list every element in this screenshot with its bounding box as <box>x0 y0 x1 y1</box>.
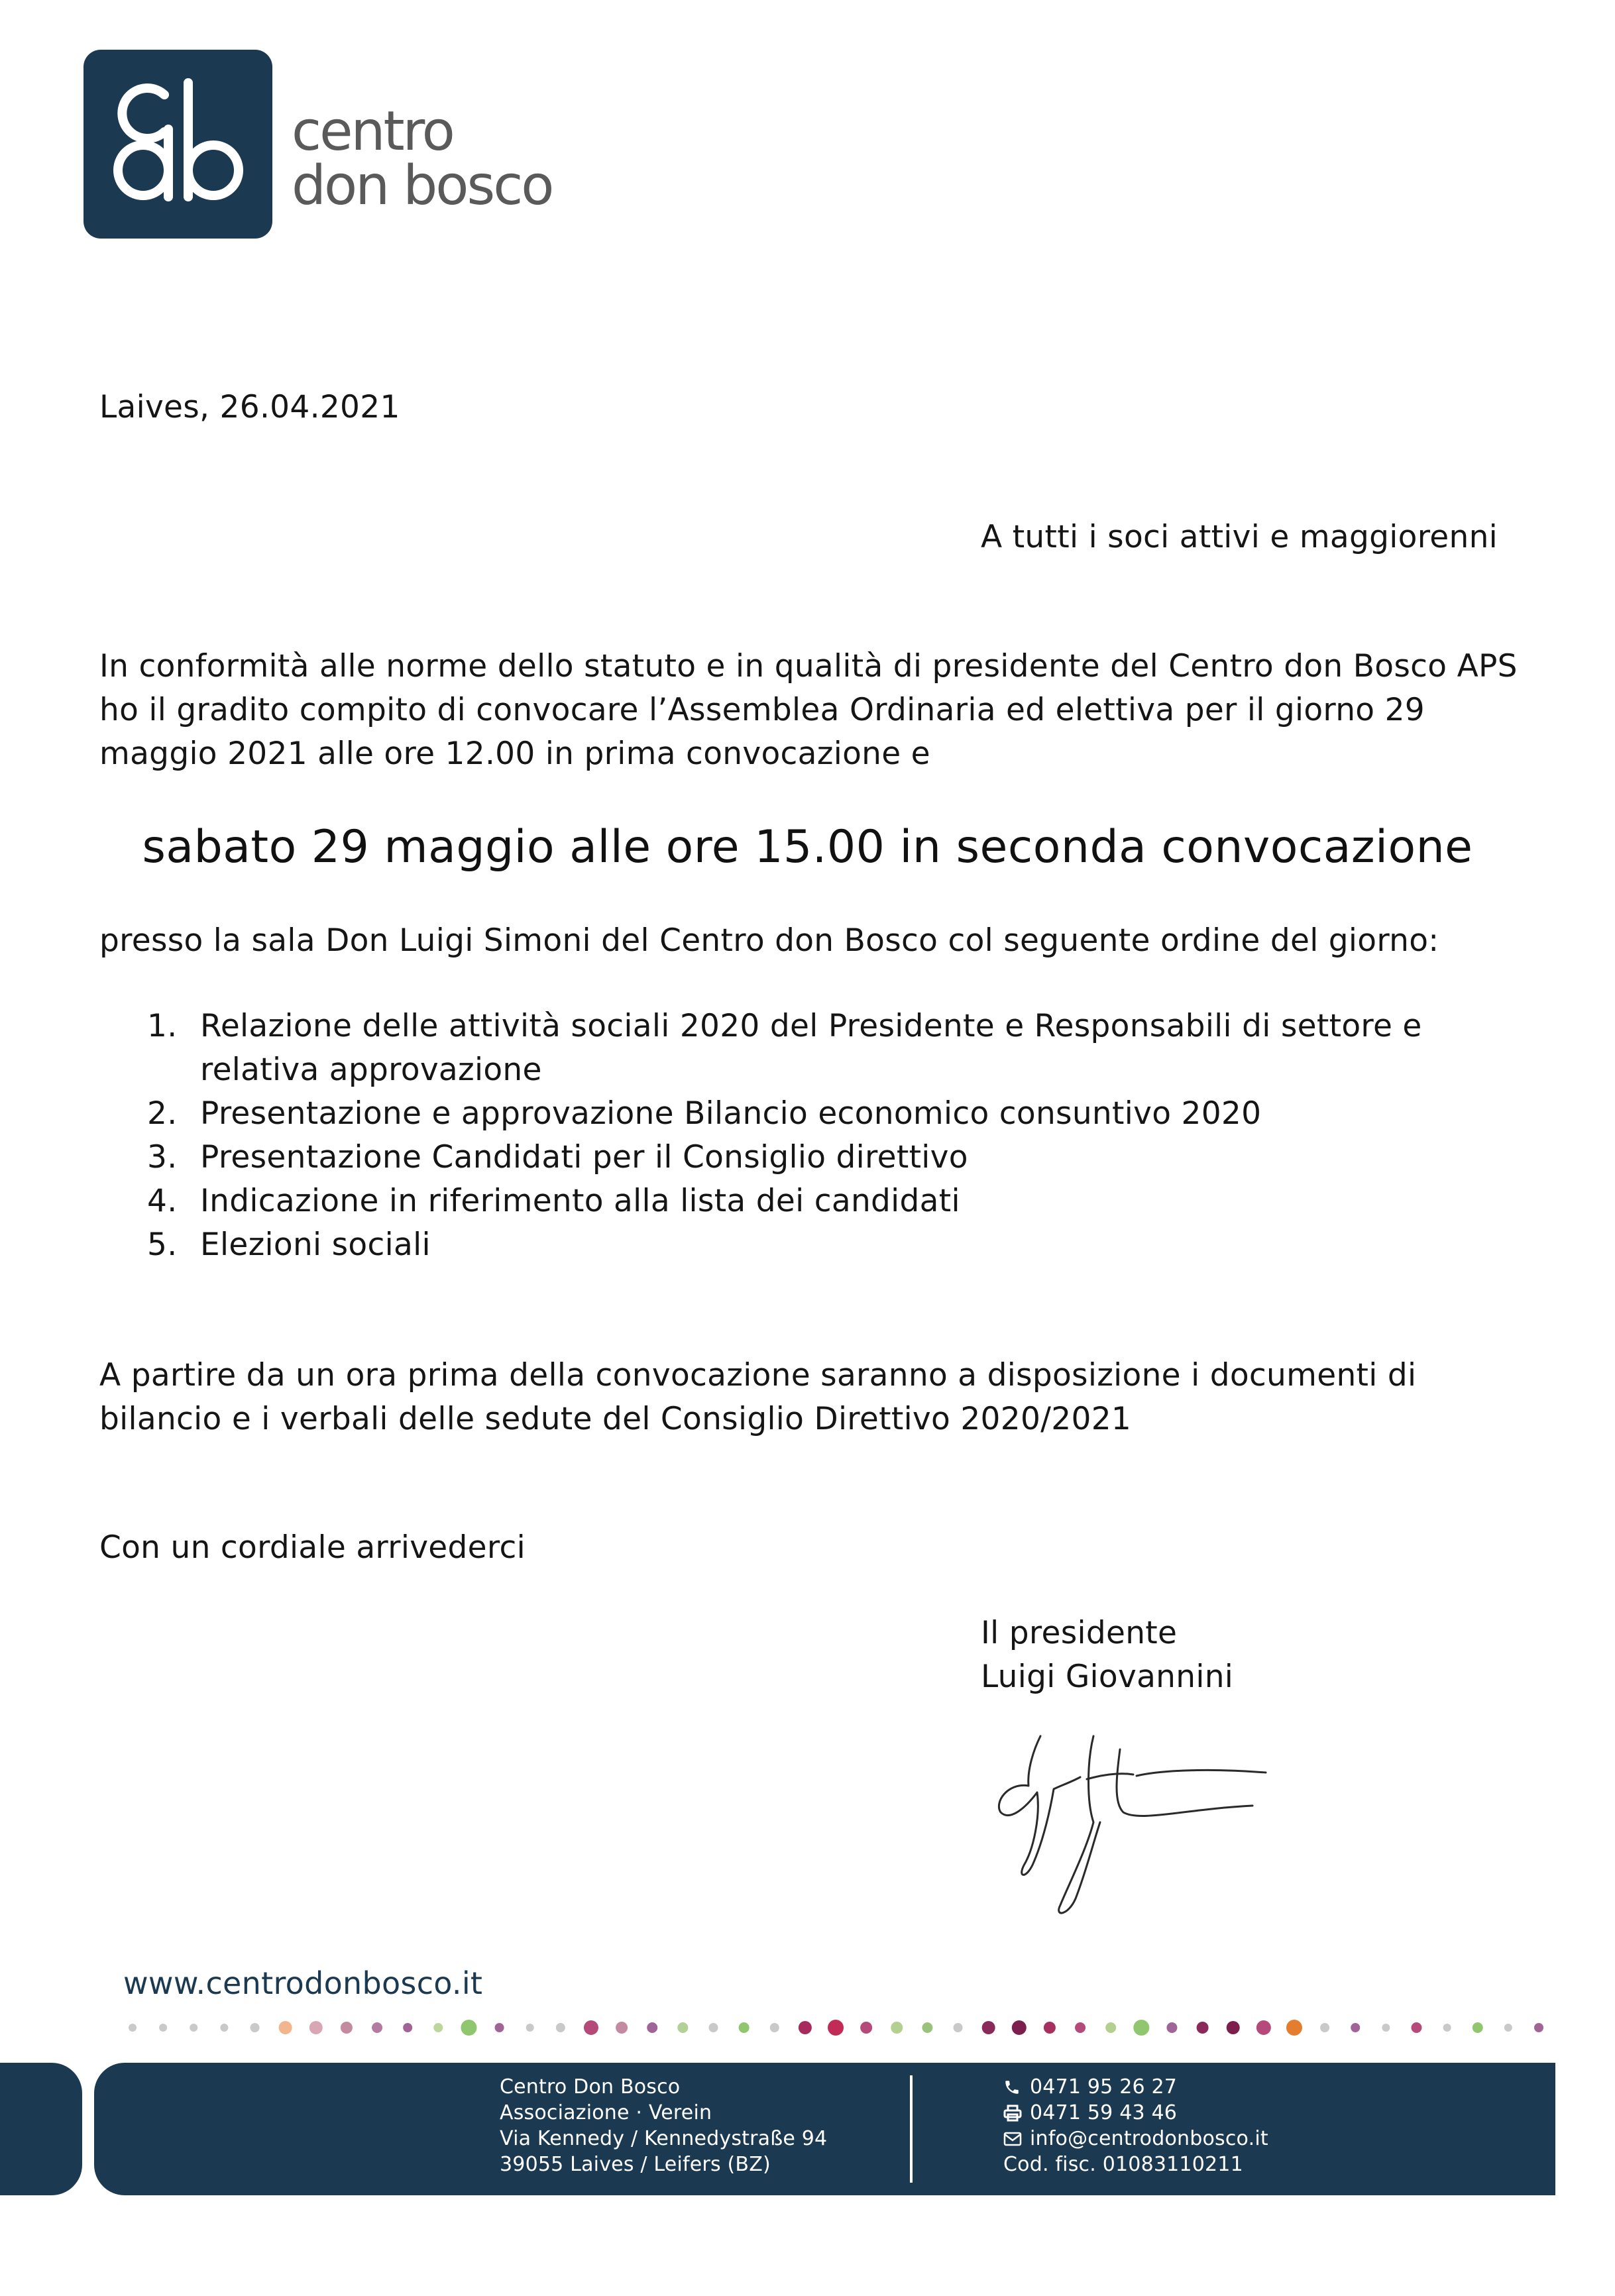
decorative-dot <box>461 2020 476 2036</box>
logo-mark <box>84 50 272 239</box>
decorative-dot <box>770 2023 779 2032</box>
decorative-dot <box>129 2024 137 2032</box>
decorative-dot <box>584 2020 598 2035</box>
agenda-item-text: Indicazione in riferimento alla lista dei candidati <box>200 1183 960 1219</box>
footer-email-row <box>1003 2126 1268 2152</box>
email-icon <box>1003 2132 1030 2146</box>
decorative-dot <box>1534 2023 1543 2032</box>
fax-icon <box>1003 2105 1030 2122</box>
second-convocation-highlight: sabato 29 maggio alle ore 15.00 in seconda convocazione <box>142 821 1473 873</box>
footer-fax-row <box>1003 2100 1268 2126</box>
decorative-dot <box>1075 2022 1086 2033</box>
decorative-dot <box>341 2022 353 2034</box>
footer-website: www.centrodonbosco.it <box>123 1965 483 2001</box>
decorative-dot <box>1382 2024 1390 2032</box>
decorative-dot <box>1351 2023 1360 2032</box>
footer-org-name: Centro Don Bosco <box>500 2075 681 2099</box>
paragraph-line: ho il gradito compito di convocare l’Assemblea Ordinaria ed elettiva per il giorno 29 <box>99 692 1425 728</box>
decorative-dot <box>1473 2022 1483 2033</box>
decorative-dot <box>954 2023 963 2032</box>
phone-icon <box>1003 2079 1030 2096</box>
decorative-dot <box>372 2022 382 2033</box>
footer-phone-row <box>1003 2074 1268 2100</box>
agenda-list <box>147 1005 1422 1267</box>
agenda-item-text: Elezioni sociali <box>200 1227 431 1263</box>
letter-date: Laives, 26.04.2021 <box>99 389 400 425</box>
decorative-dot <box>495 2023 504 2032</box>
closing-greeting: Con un cordiale arrivederci <box>99 1529 526 1566</box>
decorative-dot <box>677 2022 688 2033</box>
decorative-dot <box>309 2021 323 2034</box>
footer-contacts-block <box>1003 2074 1268 2177</box>
decorative-dot <box>1411 2022 1421 2033</box>
decorative-dot <box>403 2023 412 2032</box>
signer-name: Luigi Giovannini <box>981 1659 1234 1695</box>
logo-line-1: centro <box>292 100 453 163</box>
agenda-item-text-cont: relativa approvazione <box>200 1052 542 1088</box>
decorative-dot <box>1286 2020 1302 2036</box>
agenda-item-number: 3. <box>147 1139 178 1175</box>
footer-divider <box>910 2075 913 2183</box>
decorative-dot <box>220 2024 228 2032</box>
agenda-item-text: Relazione delle attività sociali 2020 del Presidente e Responsabili di settore e <box>200 1008 1422 1044</box>
decorative-dot <box>190 2024 197 2032</box>
paragraph-line: maggio 2021 alle ore 12.00 in prima convocazione e <box>99 736 930 772</box>
footer-city: 39055 Laives / Leifers (BZ) <box>500 2153 771 2176</box>
decorative-dot <box>1320 2023 1329 2032</box>
decorative-dot <box>982 2021 995 2034</box>
decorative-dot <box>1197 2022 1209 2034</box>
decorative-dots-row <box>0 2008 1615 2048</box>
paragraph-documents <box>99 1354 1416 1441</box>
footer-fax: 0471 59 43 46 <box>1030 2101 1178 2124</box>
agenda-item <box>147 1005 1422 1092</box>
decorative-dot <box>279 2021 292 2034</box>
logo-monogram-graphic <box>84 50 272 239</box>
footer-left-block <box>0 2063 82 2195</box>
decorative-dot <box>1256 2020 1271 2035</box>
decorative-dot <box>1133 2020 1149 2036</box>
agenda-item <box>147 1223 1422 1267</box>
agenda-item <box>147 1136 1422 1179</box>
logo-wordmark <box>292 100 553 217</box>
decorative-dot <box>1504 2024 1512 2032</box>
decorative-dot <box>433 2023 443 2032</box>
paragraph-convocation <box>99 645 1557 776</box>
agenda-intro: presso la sala Don Luigi Simoni del Centro don Bosco col seguente ordine del giorno: <box>99 922 1439 959</box>
decorative-dot <box>891 2022 903 2034</box>
footer-address-block <box>500 2074 827 2177</box>
agenda-item-text: Presentazione e approvazione Bilancio economico consuntivo 2020 <box>200 1095 1262 1132</box>
agenda-item <box>147 1092 1422 1136</box>
decorative-dot <box>828 2020 844 2036</box>
agenda-item <box>147 1179 1422 1223</box>
decorative-dot <box>1227 2021 1240 2034</box>
letter-addressee: A tutti i soci attivi e maggiorenni <box>981 519 1498 555</box>
footer-email: info@centrodonbosco.it <box>1030 2127 1268 2150</box>
paragraph-line: In conformità alle norme dello statuto e in qualità di presidente del Centro don Bosco APS <box>99 648 1518 684</box>
decorative-dot <box>647 2022 657 2033</box>
decorative-dot <box>1044 2022 1056 2034</box>
footer-taxcode-row <box>1003 2152 1268 2177</box>
decorative-dot <box>1443 2024 1451 2032</box>
decorative-dot <box>860 2022 872 2034</box>
agenda-item-number: 5. <box>147 1227 178 1263</box>
agenda-item-number: 4. <box>147 1183 178 1219</box>
signer-block <box>981 1612 1233 1699</box>
paragraph-line: A partire da un ora prima della convocazione saranno a disposizione i documenti di <box>99 1357 1417 1394</box>
paragraph-line: bilancio e i verbali delle sedute del Consiglio Direttivo 2020/2021 <box>99 1401 1132 1437</box>
agenda-item-text: Presentazione Candidati per il Consiglio direttivo <box>200 1139 968 1175</box>
decorative-dot <box>159 2024 167 2032</box>
decorative-dot <box>251 2023 260 2032</box>
decorative-dot <box>1105 2022 1116 2033</box>
logo-line-2: don bosco <box>292 154 553 217</box>
decorative-dot <box>799 2021 812 2034</box>
footer-phone: 0471 95 26 27 <box>1030 2075 1178 2099</box>
decorative-dot <box>1012 2020 1027 2035</box>
decorative-dot <box>616 2022 628 2034</box>
signer-title: Il presidente <box>981 1615 1178 1651</box>
decorative-dot <box>526 2024 534 2032</box>
agenda-item-number: 1. <box>147 1008 178 1044</box>
decorative-dot <box>922 2022 932 2033</box>
footer-street: Via Kennedy / Kennedystraße 94 <box>500 2127 828 2150</box>
footer-org-type: Associazione · Verein <box>500 2101 712 2124</box>
agenda-item-number: 2. <box>147 1095 178 1132</box>
decorative-dot <box>708 2023 718 2032</box>
decorative-dot <box>739 2022 750 2033</box>
decorative-dot <box>556 2023 565 2032</box>
footer-tax-code: Cod. fisc. 01083110211 <box>1003 2153 1243 2176</box>
decorative-dot <box>1166 2022 1177 2033</box>
handwritten-signature <box>987 1723 1272 1922</box>
